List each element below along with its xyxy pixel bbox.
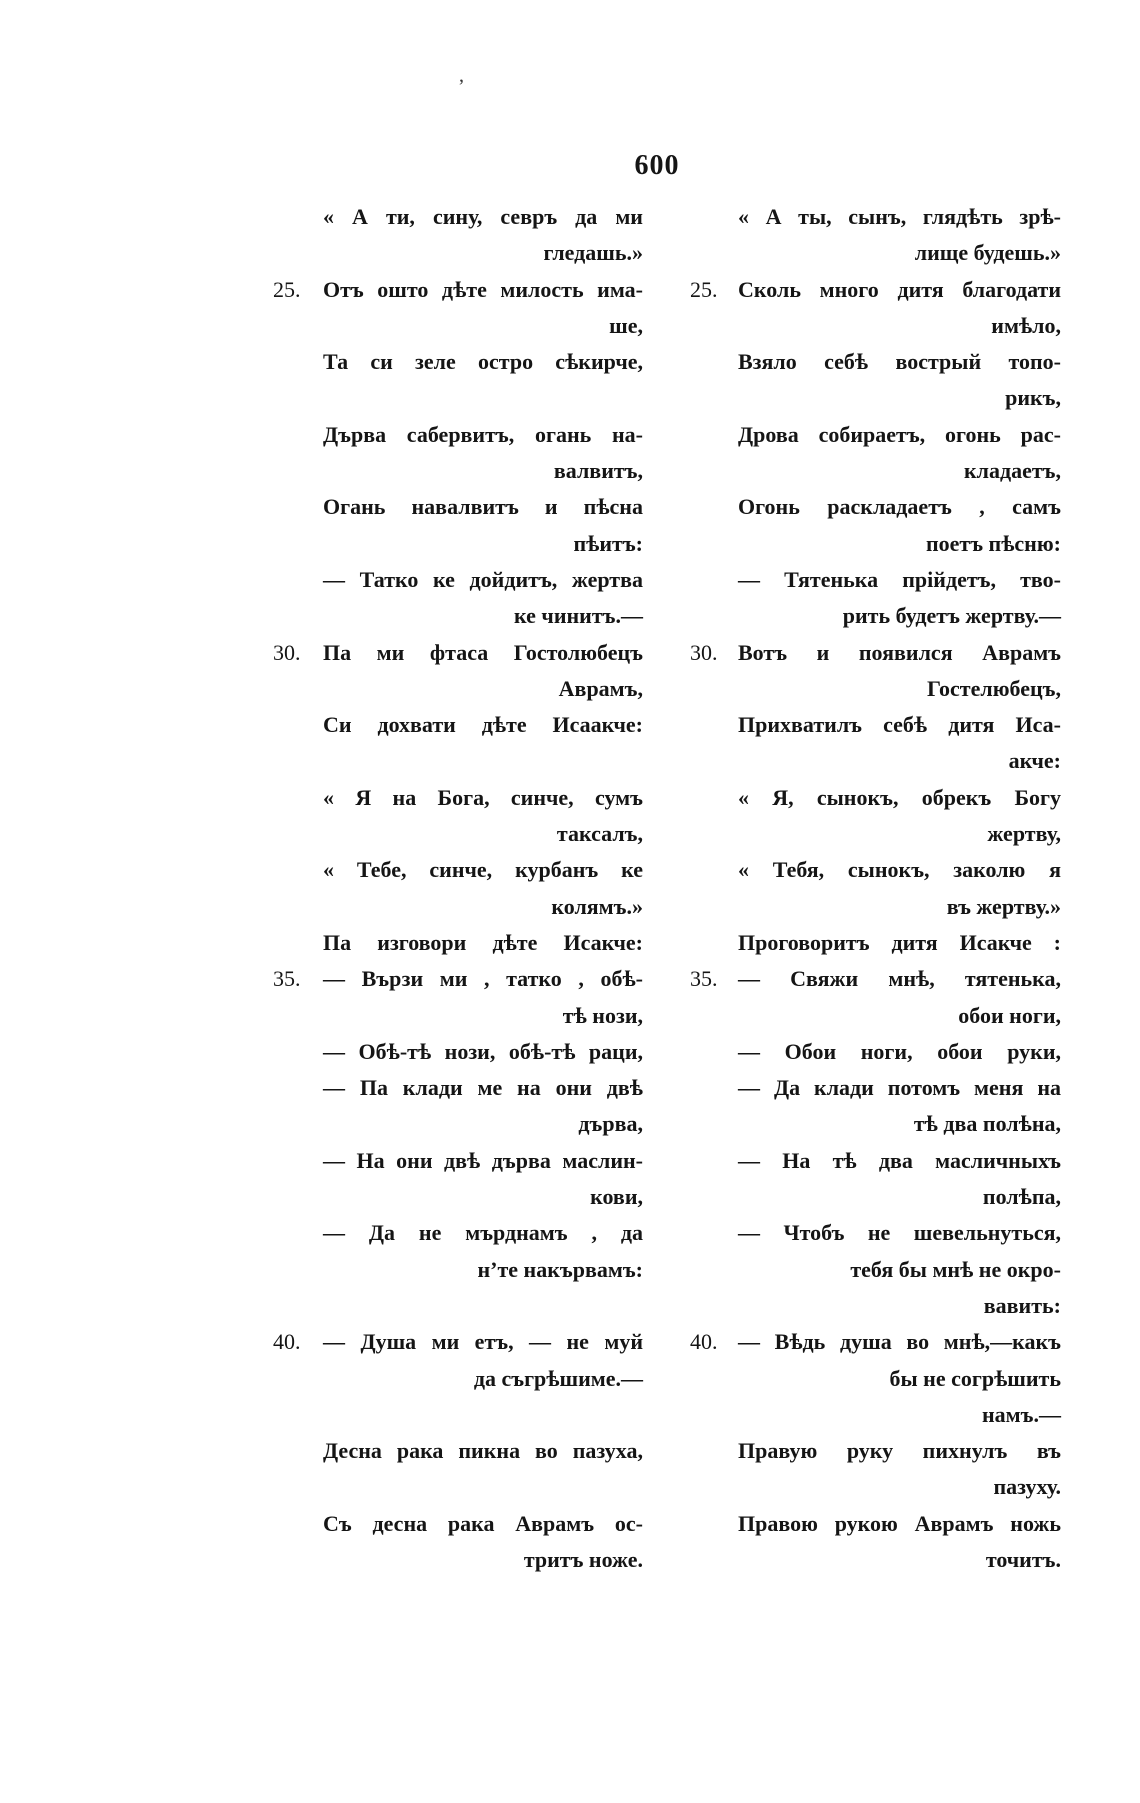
verse-text — [738, 1034, 1061, 1070]
left-verse — [273, 780, 643, 853]
right-verse — [690, 199, 1061, 272]
verse-line: — Татко ке дойдитъ, жертва — [323, 566, 643, 592]
left-verse — [273, 1215, 643, 1324]
verse-line: тѣ два полѣна, — [913, 1111, 1061, 1137]
left-verse — [273, 417, 643, 490]
left-verse — [273, 635, 643, 708]
verse-line: ше, — [609, 312, 643, 338]
verse-number: 25. — [690, 276, 718, 302]
left-verse — [273, 1506, 643, 1579]
left-verse — [273, 707, 643, 780]
verse-line: — Свяжи мнѣ, тятенька, — [738, 966, 1061, 992]
verse-number: 25. — [273, 276, 301, 302]
verse-text — [323, 961, 643, 1034]
page-number: 600 — [634, 150, 680, 181]
right-verse — [690, 961, 1061, 1034]
verse-line: « А ти, сину, севръ да ми — [323, 204, 643, 229]
verse-line: Сколь много дитя благодати — [738, 276, 1061, 302]
verse-line: въ жертву.» — [946, 893, 1061, 919]
right-verse — [690, 1070, 1061, 1143]
verse-line: Огонь раскладаетъ , самъ — [738, 494, 1061, 520]
verse-line: акче: — [1008, 748, 1061, 774]
verse-line: колямъ.» — [551, 893, 643, 919]
verse-line: — Тятенька прійдетъ, тво- — [738, 566, 1061, 592]
verse-text — [323, 1143, 643, 1216]
right-verse — [690, 925, 1061, 961]
left-verse — [273, 1324, 643, 1433]
verse-number: 35. — [690, 966, 718, 992]
left-verse — [273, 344, 643, 417]
verse-line: Прихватилъ себѣ дитя Иса- — [738, 712, 1061, 738]
right-verse — [690, 1034, 1061, 1070]
verse-text — [738, 707, 1061, 780]
verse-text — [738, 272, 1061, 345]
verse-line: — Па клади ме на они двѣ — [323, 1075, 643, 1101]
verse-line: дърва, — [578, 1111, 643, 1137]
verse-line: « Тебе, синче, курбанъ ке — [323, 857, 643, 883]
right-verse — [690, 417, 1061, 490]
verse-text — [323, 852, 643, 925]
verse-line: обои ноги, — [958, 1002, 1061, 1028]
verse-line: тритъ ноже. — [523, 1546, 643, 1572]
left-verse — [273, 489, 643, 562]
verse-line: Та си зеле остро сѣкирче, — [323, 349, 643, 375]
right-verse — [690, 852, 1061, 925]
verse-line: жертву, — [987, 821, 1061, 847]
left-verse — [273, 272, 643, 345]
verse-number: 40. — [690, 1329, 718, 1355]
verse-line: Па изговори дѣте Исакче: — [323, 929, 643, 955]
verse-number: 40. — [273, 1329, 301, 1355]
verse-line: поетъ пѣсню: — [925, 530, 1061, 556]
verse-line: — Чтобъ не шевельнуться, — [738, 1220, 1061, 1246]
verse-line: « Тебя, сынокъ, заколю я — [738, 857, 1061, 883]
verse-text — [738, 1506, 1061, 1579]
verse-text — [738, 925, 1061, 961]
verse-number: 30. — [273, 639, 301, 665]
right-verse — [690, 635, 1061, 708]
verse-line: кладаетъ, — [963, 458, 1061, 484]
verse-text — [323, 780, 643, 853]
verse-text — [738, 417, 1061, 490]
verse-line: бы не согрѣшить — [889, 1365, 1061, 1391]
right-verse — [690, 562, 1061, 635]
verse-text — [738, 562, 1061, 635]
verse-text — [738, 1143, 1061, 1216]
verse-line: Аврамъ, — [558, 675, 643, 701]
right-verse — [690, 272, 1061, 345]
verse-text — [323, 635, 643, 708]
verse-line: — Да не мърднамъ , да — [323, 1220, 643, 1246]
verse-line: валвитъ, — [553, 458, 643, 484]
verse-line: таксалъ, — [556, 821, 643, 847]
verse-text — [738, 1324, 1061, 1433]
verse-text — [738, 1070, 1061, 1143]
right-verse — [690, 344, 1061, 417]
verse-line: Огань навалвитъ и пѣсна — [323, 494, 643, 520]
verse-line: Взяло себѣ вострый топо- — [738, 349, 1061, 375]
verse-line: тѣ нози, — [562, 1002, 643, 1028]
verse-text — [738, 961, 1061, 1034]
verse-line: намъ.— — [982, 1401, 1061, 1427]
left-verse — [273, 562, 643, 635]
right-verse — [690, 1215, 1061, 1324]
verse-text — [323, 1034, 643, 1070]
verse-line: Дрова собираетъ, огонь рас- — [738, 421, 1061, 447]
verse-line: Проговоритъ дитя Исакче : — [738, 929, 1061, 955]
verse-line: Вотъ и появился Аврамъ — [738, 639, 1061, 665]
verse-line: — Обѣ-тѣ нози, обѣ-тѣ раци, — [323, 1038, 643, 1064]
verse-line: Съ десна рака Аврамъ ос- — [323, 1510, 643, 1536]
left-verse — [273, 1143, 643, 1216]
verse-text — [323, 272, 643, 345]
verse-number: 35. — [273, 966, 301, 992]
left-verse — [273, 1034, 643, 1070]
verse-line: да съгрѣшиме.— — [473, 1365, 643, 1391]
verse-text — [323, 489, 643, 562]
verse-line: н’те накървамъ: — [477, 1256, 643, 1282]
verse-text — [738, 1215, 1061, 1324]
verse-text — [738, 199, 1061, 272]
verse-line: Си дохвати дѣте Исаакче: — [323, 712, 643, 738]
right-verse — [690, 780, 1061, 853]
ink-speck: ʼ — [458, 76, 465, 98]
verse-line: точитъ. — [985, 1546, 1061, 1572]
left-verse — [273, 1070, 643, 1143]
verse-line: вавить: — [983, 1292, 1061, 1318]
left-verse — [273, 1433, 643, 1506]
verse-text — [323, 1070, 643, 1143]
verse-line: Па ми фтаса Гостолюбецъ — [323, 639, 643, 665]
verse-text — [323, 1433, 643, 1469]
right-verse — [690, 1324, 1061, 1433]
verse-line: гледашь.» — [543, 240, 643, 266]
verse-line: кови, — [590, 1184, 643, 1210]
verse-number: 30. — [690, 639, 718, 665]
verse-line: тебя бы мнѣ не окро- — [850, 1256, 1061, 1282]
verse-line: Десна рака пикна во пазуха, — [323, 1438, 643, 1464]
verse-line: « Я на Бога, синче, сумъ — [323, 784, 643, 810]
verse-line: имѣло, — [991, 312, 1061, 338]
verse-line: « А ты, сынъ, глядѣть зрѣ- — [738, 204, 1061, 229]
left-verse — [273, 199, 643, 272]
right-verse — [690, 1433, 1061, 1506]
verse-line: — Душа ми етъ, — не муй — [323, 1329, 643, 1355]
verse-text — [323, 344, 643, 380]
verse-line: рить будетъ жертву.— — [842, 603, 1061, 629]
verse-line: — На они двѣ дърва маслин- — [323, 1147, 643, 1173]
right-verse — [690, 1143, 1061, 1216]
verse-text — [323, 707, 643, 743]
verse-text — [738, 489, 1061, 562]
verse-text — [323, 417, 643, 490]
verse-text — [323, 1506, 643, 1579]
verse-text — [323, 199, 643, 272]
verse-line: лище будешь.» — [914, 240, 1061, 266]
verse-text — [323, 925, 643, 961]
verse-line: ке чинитъ.— — [514, 603, 643, 629]
verse-text — [738, 344, 1061, 417]
verse-text — [738, 852, 1061, 925]
right-verse — [690, 489, 1061, 562]
verse-line: — На тѣ два масличныхъ — [738, 1147, 1061, 1173]
verse-line: полѣпа, — [982, 1184, 1061, 1210]
verse-line: — Вързи ми , татко , обѣ- — [323, 966, 643, 992]
verse-line: Правою рукою Аврамъ ножь — [738, 1510, 1061, 1536]
verse-line: пѣитъ: — [573, 530, 643, 556]
verse-line: — Да клади потомъ меня на — [738, 1075, 1061, 1101]
verse-line: « Я, сынокъ, обрекъ Богу — [738, 784, 1061, 810]
right-verse — [690, 707, 1061, 780]
right-verse — [690, 1506, 1061, 1579]
left-verse — [273, 961, 643, 1034]
verse-line: Дърва сабервитъ, огань на- — [323, 421, 643, 447]
verse-line: Отъ ошто дѣте милость има- — [323, 276, 643, 302]
verse-line: Правую руку пихнулъ въ — [738, 1438, 1061, 1464]
verse-line: рикъ, — [1005, 385, 1061, 411]
verse-text — [738, 780, 1061, 853]
verse-text — [323, 1215, 643, 1288]
verse-grid — [273, 199, 1061, 1578]
verse-line: — Обои ноги, обои руки, — [738, 1038, 1061, 1064]
verse-text — [323, 1324, 643, 1397]
left-verse — [273, 925, 643, 961]
verse-line: Гостелюбецъ, — [926, 675, 1061, 701]
verse-line: пазуху. — [993, 1474, 1061, 1500]
verse-text — [738, 635, 1061, 708]
left-verse — [273, 852, 643, 925]
verse-text — [323, 562, 643, 635]
verse-line: — Вѣдь душа во мнѣ,—какъ — [738, 1329, 1061, 1355]
verse-text — [738, 1433, 1061, 1506]
